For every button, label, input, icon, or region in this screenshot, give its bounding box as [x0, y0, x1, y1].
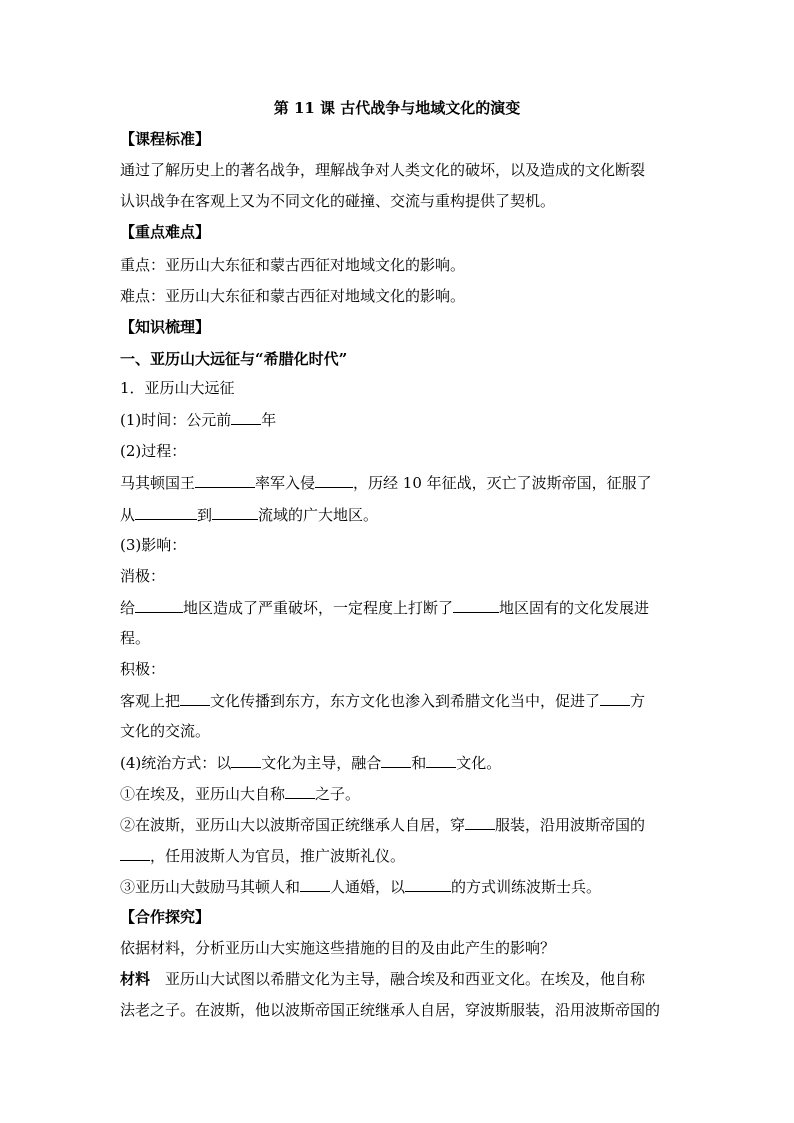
- text-segment: 文化传播到东方，东方文化也渗入到希腊文化当中，促进了: [210, 692, 601, 710]
- text-segment: 服装，沿用波斯帝国的: [495, 816, 646, 834]
- fill-blank[interactable]: [426, 752, 456, 768]
- section-coop-heading: 【合作探究】: [120, 908, 211, 926]
- text-segment: 方: [630, 692, 646, 710]
- positive-line-1: [120, 690, 645, 711]
- text-segment: ，任用波斯人为官员，推广波斯礼仪。: [150, 847, 406, 865]
- influence-label: (3)影响：: [120, 536, 187, 554]
- part1-heading: 一、亚历山大远征与“希腊化时代”: [120, 350, 348, 368]
- process-line-2: [120, 504, 378, 525]
- fill-blank[interactable]: [300, 876, 330, 892]
- standard-text-2: 认识战争在客观上又为不同文化的碰撞、交流与重构提供了契机。: [120, 192, 556, 210]
- section-knowledge-heading: 【知识梳理】: [120, 318, 211, 336]
- text-segment: ①在埃及，亚历山大自称: [120, 785, 286, 803]
- marriage-line: [120, 876, 601, 897]
- fill-blank[interactable]: [120, 845, 150, 861]
- material-label: 材料: [120, 970, 151, 988]
- page-title: 第 11 课 古代战争与地域文化的演变: [273, 99, 521, 117]
- persia-line-1: [120, 814, 645, 835]
- fill-blank[interactable]: [212, 504, 258, 520]
- fill-blank[interactable]: [231, 752, 261, 768]
- item1-heading: 1．亚历山大远征: [120, 379, 235, 397]
- negative-line-2: 程。: [120, 629, 151, 647]
- text-segment: 客观上把: [120, 692, 181, 710]
- positive-line-2: 文化的交流。: [120, 722, 211, 740]
- text-segment: 流域的广大地区。: [258, 506, 379, 524]
- time-line: [120, 409, 276, 430]
- difficult-point: 难点：亚历山大东征和蒙古西征对地域文化的影响。: [120, 287, 466, 305]
- text-segment: 马其顿国王: [120, 474, 196, 492]
- section-key-heading: 【重点难点】: [120, 223, 211, 241]
- text-segment: 人通婚，以: [330, 878, 406, 896]
- text-segment: ③亚历山大鼓励马其顿人和: [120, 878, 301, 896]
- text-segment: 的方式训练波斯士兵。: [451, 878, 602, 896]
- fill-blank[interactable]: [315, 472, 353, 488]
- text-segment: 从: [120, 506, 136, 524]
- standard-text-1: 通过了解历史上的著名战争，理解战争对人类文化的破坏，以及造成的文化断裂: [120, 161, 646, 179]
- persia-line-2: [120, 845, 405, 866]
- fill-blank[interactable]: [285, 783, 315, 799]
- text-segment: ，历经 10 年征战，灭亡了波斯帝国，征服了: [353, 474, 652, 492]
- text-segment: 地区造成了严重破坏，一定程度上打断了: [183, 599, 454, 617]
- text-segment: 亚历山大试图以希腊文化为主导，融合埃及和西亚文化。在埃及，他自称: [165, 970, 646, 988]
- time-prefix: (1)时间：公元前: [120, 411, 232, 429]
- text-segment: 地区固有的文化发展进: [499, 599, 650, 617]
- fill-blank[interactable]: [600, 690, 630, 706]
- egypt-line: [120, 783, 360, 804]
- text-segment: 率军入侵: [255, 474, 316, 492]
- material-line-2: 法老之子。在波斯，他以波斯帝国正统继承人自居，穿波斯服装，沿用波斯帝国的: [120, 1001, 661, 1019]
- negative-label: 消极：: [120, 567, 166, 585]
- fill-blank[interactable]: [135, 504, 197, 520]
- coop-question: 依据材料，分析亚历山大实施这些措施的目的及由此产生的影响？: [120, 939, 556, 957]
- fill-blank[interactable]: [405, 876, 451, 892]
- fill-blank[interactable]: [195, 472, 255, 488]
- rule-line: [120, 752, 501, 773]
- text-segment: 到: [197, 506, 213, 524]
- text-segment: 文化。: [456, 754, 502, 772]
- fill-blank[interactable]: [465, 814, 495, 830]
- process-line-1: [120, 472, 652, 493]
- section-standard-heading: 【课程标准】: [120, 130, 211, 148]
- key-point: 重点：亚历山大东征和蒙古西征对地域文化的影响。: [120, 256, 466, 274]
- time-suffix: 年: [261, 411, 277, 429]
- text-segment: ②在波斯，亚历山大以波斯帝国正统继承人自居，穿: [120, 816, 466, 834]
- text-segment: 和: [411, 754, 427, 772]
- positive-label: 积极：: [120, 660, 166, 678]
- fill-blank[interactable]: [453, 597, 499, 613]
- text-segment: (4)统治方式：以: [120, 754, 232, 772]
- text-segment: 文化为主导，融合: [261, 754, 382, 772]
- text-segment: 之子。: [315, 785, 361, 803]
- process-label: (2)过程：: [120, 442, 187, 460]
- fill-blank[interactable]: [231, 409, 261, 425]
- fill-blank[interactable]: [381, 752, 411, 768]
- negative-line-1: [120, 597, 649, 618]
- fill-blank[interactable]: [180, 690, 210, 706]
- text-segment: 给: [120, 599, 136, 617]
- material-line-1: [120, 969, 645, 989]
- fill-blank[interactable]: [135, 597, 183, 613]
